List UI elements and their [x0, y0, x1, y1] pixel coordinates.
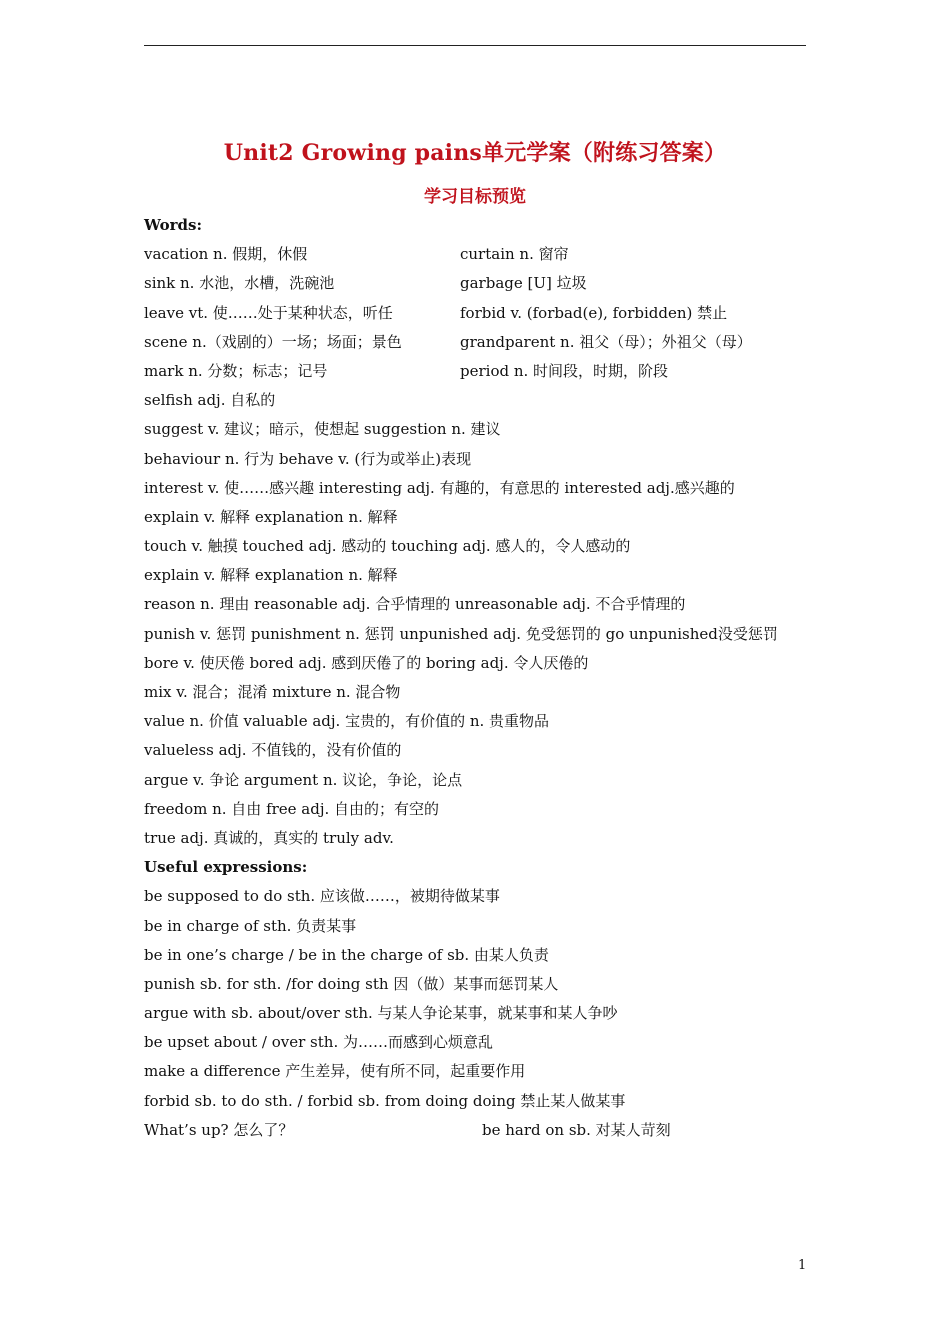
header-rule: [144, 45, 806, 46]
expression-line: be in charge of sth. 负责某事: [144, 916, 357, 935]
word-line: reason n. 理由 reasonable adj. 合乎情理的 unreasonable adj. 不合乎情理的: [144, 595, 686, 614]
word-line: punish v. 惩罚 punishment n. 惩罚 unpunished adj. 免受惩罚的 go unpunished没受惩罚: [144, 624, 778, 643]
expression-pair-row: [144, 1116, 806, 1145]
expression-entry: be hard on sb. 对某人苛刻: [482, 1120, 671, 1139]
word-entry: grandparent n. 祖父（母）；外祖父（母）: [460, 332, 752, 351]
page-title: Unit2 Growing pains单元学案（附练习答案）: [223, 140, 727, 166]
word-entry: leave vt. 使……处于某种状态，听任: [144, 303, 393, 322]
word-entry: vacation n. 假期，休假: [144, 245, 308, 264]
word-entry: mark n. 分数；标志；记号: [144, 361, 328, 380]
page-number: 1: [798, 1258, 807, 1273]
word-line: true adj. 真诚的，真实的 truly adv.: [144, 828, 394, 847]
word-line: argue v. 争论 argument n. 议论，争论，论点: [144, 770, 463, 789]
expression-line: forbid sb. to do sth. / forbid sb. from doing doing 禁止某人做某事: [144, 1091, 626, 1110]
word-line: touch v. 触摸 touched adj. 感动的 touching adj. 感人的，令人感动的: [144, 537, 631, 556]
word-pair-row: [144, 240, 806, 269]
words-heading: Words:: [144, 216, 203, 234]
word-entry: scene n.（戏剧的）一场；场面；景色: [144, 332, 402, 351]
word-line: explain v. 解释 explanation n. 解释: [144, 566, 398, 585]
expression-entry: What’s up? 怎么了？: [144, 1120, 294, 1139]
word-line: mix v. 混合；混淆 mixture n. 混合物: [144, 683, 401, 702]
word-line: value n. 价值 valuable adj. 宝贵的，有价值的 n. 贵重物品: [144, 712, 550, 731]
word-line: freedom n. 自由 free adj. 自由的；有空的: [144, 799, 440, 818]
word-pair-row: [144, 357, 806, 386]
word-pair-row: [144, 299, 806, 328]
expression-line: be in one’s charge / be in the charge of sb. 由某人负责: [144, 945, 549, 964]
word-entry: curtain n. 窗帘: [460, 245, 569, 264]
section-subtitle: 学习目标预览: [424, 187, 526, 207]
word-line: behaviour n. 行为 behave v. (行为或举止)表现: [144, 449, 472, 468]
word-entry: sink n. 水池，水槽，洗碗池: [144, 274, 335, 293]
word-line: bore v. 使厌倦 bored adj. 感到厌倦了的 boring adj. 令人厌倦的: [144, 653, 589, 672]
document-body: [144, 211, 806, 1145]
word-pair-row: [144, 328, 806, 357]
word-entry: period n. 时间段，时期，阶段: [460, 361, 669, 380]
word-line: suggest v. 建议；暗示，使想起 suggestion n. 建议: [144, 420, 501, 439]
word-entry: garbage [U] 垃圾: [460, 274, 587, 293]
word-line: selfish adj. 自私的: [144, 391, 276, 410]
expressions-heading: Useful expressions:: [144, 858, 308, 877]
word-line: interest v. 使……感兴趣 interesting adj. 有趣的，有意思的 interested adj.感兴趣的: [144, 478, 735, 497]
expression-line: be supposed to do sth. 应该做……，被期待做某事: [144, 887, 500, 906]
expression-line: make a difference 产生差异，使有所不同，起重要作用: [144, 1062, 526, 1081]
word-pair-row: [144, 269, 806, 298]
word-entry: forbid v. (forbad(e), forbidden) 禁止: [460, 303, 728, 322]
word-line: explain v. 解释 explanation n. 解释: [144, 507, 398, 526]
expression-line: be upset about / over sth. 为……而感到心烦意乱: [144, 1033, 493, 1052]
word-line: valueless adj. 不值钱的，没有价值的: [144, 741, 402, 760]
expression-line: punish sb. for sth. /for doing sth 因（做）某事而惩罚某人: [144, 974, 559, 993]
expression-line: argue with sb. about/over sth. 与某人争论某事，就某事和某人争吵: [144, 1004, 618, 1023]
